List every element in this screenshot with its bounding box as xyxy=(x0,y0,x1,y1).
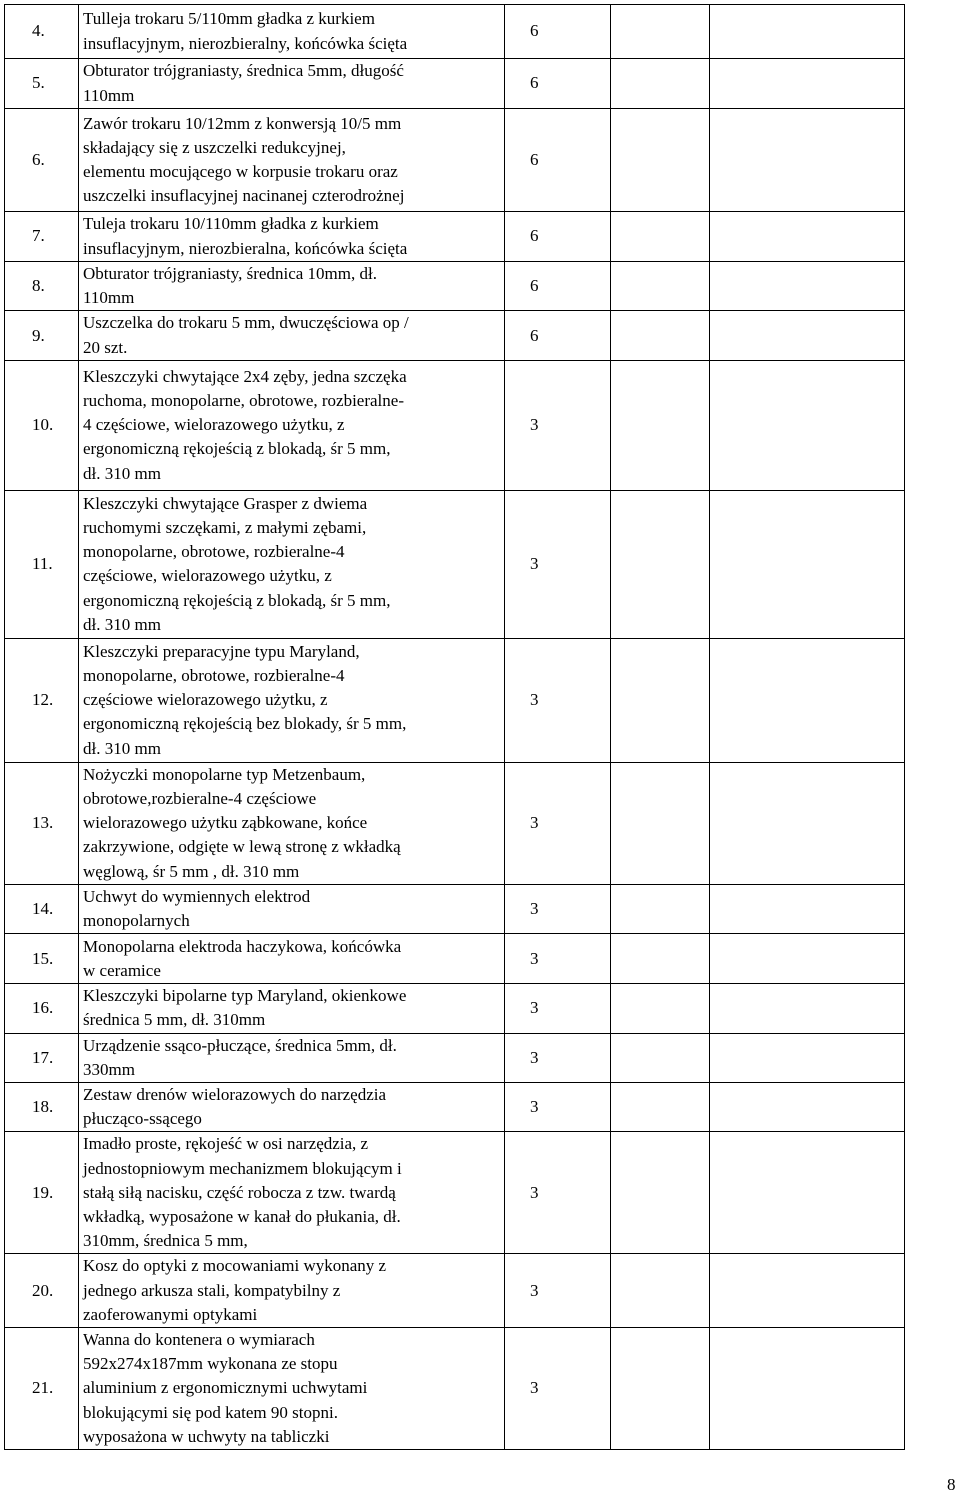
value-cell xyxy=(710,262,905,311)
table-row xyxy=(5,360,905,490)
table-row xyxy=(5,59,905,109)
item-number: 4. xyxy=(5,5,79,59)
item-description-line: średnica 5 mm, dł. 310mm xyxy=(83,1010,266,1030)
item-description-line: Obturator trójgraniasty, średnica 5mm, długość xyxy=(83,61,404,81)
unit-price-cell xyxy=(611,934,710,984)
table-row xyxy=(5,1328,905,1450)
item-description-line: zakrzywione, odgięte w lewą stronę z wkładką xyxy=(83,837,401,857)
item-description-line: Uchwyt do wymiennych elektrod xyxy=(83,886,311,906)
item-number: 13. xyxy=(5,762,79,884)
item-description-line: dł. 310 mm xyxy=(83,463,161,483)
item-quantity: 3 xyxy=(505,762,611,884)
item-quantity: 6 xyxy=(505,262,611,311)
unit-price-cell xyxy=(611,1132,710,1254)
item-description xyxy=(79,59,505,109)
table-row xyxy=(5,1083,905,1132)
item-quantity: 6 xyxy=(505,59,611,109)
unit-price-cell xyxy=(611,762,710,884)
item-description-line: aluminium z ergonomicznymi uchwytami xyxy=(83,1378,368,1398)
unit-price-cell xyxy=(611,109,710,212)
item-description xyxy=(79,360,505,490)
table-row xyxy=(5,311,905,360)
item-description-line: 330mm xyxy=(83,1059,135,1079)
item-quantity: 3 xyxy=(505,934,611,984)
item-description xyxy=(79,1328,505,1450)
item-description-line: ergonomiczną rękojeścią z blokadą, śr 5 mm, xyxy=(83,590,391,610)
item-number: 11. xyxy=(5,490,79,638)
item-number: 14. xyxy=(5,884,79,933)
item-quantity: 6 xyxy=(505,212,611,262)
item-description-line: Kleszczyki chwytające 2x4 zęby, jedna szczęka xyxy=(83,366,407,386)
item-description-line: Imadło proste, rękojeść w osi narzędzia, z xyxy=(83,1134,369,1154)
unit-price-cell xyxy=(611,360,710,490)
value-cell xyxy=(710,360,905,490)
unit-price-cell xyxy=(611,984,710,1033)
item-description xyxy=(79,311,505,360)
item-description-line: 110mm xyxy=(83,288,135,308)
table-row xyxy=(5,884,905,933)
table-row xyxy=(5,1033,905,1082)
item-number: 10. xyxy=(5,360,79,490)
item-number: 16. xyxy=(5,984,79,1033)
item-description-line: wyposażona w uchwyty na tabliczki xyxy=(83,1426,330,1446)
item-description-line: Kleszczyki bipolarne typ Maryland, okienkowe xyxy=(83,986,407,1006)
page-number: 8 xyxy=(947,1475,956,1494)
value-cell xyxy=(710,1033,905,1082)
value-cell xyxy=(710,1132,905,1254)
item-number: 5. xyxy=(5,59,79,109)
item-number: 6. xyxy=(5,109,79,212)
item-quantity: 6 xyxy=(505,311,611,360)
value-cell xyxy=(710,984,905,1033)
value-cell xyxy=(710,59,905,109)
table-row xyxy=(5,262,905,311)
unit-price-cell xyxy=(611,1083,710,1132)
item-description-line: Zestaw drenów wielorazowych do narzędzia xyxy=(83,1085,387,1105)
item-description-line: stałą siłą nacisku, część robocza z tzw. twardą xyxy=(83,1182,396,1202)
item-description-line: Kleszczyki chwytające Grasper z dwiema xyxy=(83,493,368,513)
item-description-line: w ceramice xyxy=(83,960,161,980)
item-description-line: Kosz do optyki z mocowaniami wykonany z xyxy=(83,1256,387,1276)
item-description-line: dł. 310 mm xyxy=(83,738,161,758)
value-cell xyxy=(710,5,905,59)
value-cell xyxy=(710,1328,905,1450)
item-description-line: jednostopniowym mechanizmem blokującym i xyxy=(83,1158,402,1178)
item-description-line: jednego arkusza stali, kompatybilny z xyxy=(83,1280,341,1300)
item-quantity: 3 xyxy=(505,1083,611,1132)
item-description-line: Obturator trójgraniasty, średnica 10mm, dł. xyxy=(83,264,377,283)
item-quantity: 6 xyxy=(505,109,611,212)
item-description-line: węglową, śr 5 mm , dł. 310 mm xyxy=(83,861,300,881)
unit-price-cell xyxy=(611,262,710,311)
items-table-body xyxy=(5,5,905,1450)
item-description-line: 4 częściowe, wielorazowego użytku, z xyxy=(83,415,345,435)
item-description xyxy=(79,1132,505,1254)
item-number: 21. xyxy=(5,1328,79,1450)
table-row xyxy=(5,109,905,212)
value-cell xyxy=(710,1254,905,1328)
table-row xyxy=(5,490,905,638)
table-row xyxy=(5,934,905,984)
item-description-line: Monopolarna elektroda haczykowa, końcówka xyxy=(83,936,402,956)
item-description-line: Tulleja trokaru 5/110mm gładka z kurkiem xyxy=(83,9,375,29)
item-description-line: ergonomiczną rękojeścią z blokadą, śr 5 mm, xyxy=(83,439,391,459)
item-description-line: Tuleja trokaru 10/110mm gładka z kurkiem xyxy=(83,214,379,234)
item-description-line: monopolarne, obrotowe, rozbieralne-4 xyxy=(83,542,345,562)
item-description-line: ergonomiczną rękojeścią bez blokady, śr 5 mm, xyxy=(83,714,407,734)
item-number: 18. xyxy=(5,1083,79,1132)
item-quantity: 3 xyxy=(505,1132,611,1254)
item-description-line: wkładką, wyposażone w kanał do płukania, dł. xyxy=(83,1207,401,1227)
item-description-line: monopolarne, obrotowe, rozbieralne-4 xyxy=(83,666,345,685)
item-description xyxy=(79,1254,505,1328)
table-row xyxy=(5,984,905,1033)
table-row xyxy=(5,5,905,59)
unit-price-cell xyxy=(611,884,710,933)
item-number: 9. xyxy=(5,311,79,360)
item-number: 7. xyxy=(5,212,79,262)
item-description xyxy=(79,762,505,884)
item-number: 12. xyxy=(5,638,79,762)
item-description-line: elementu mocującego w korpusie trokaru oraz xyxy=(83,162,398,181)
unit-price-cell xyxy=(611,1033,710,1082)
item-description-line: 310mm, średnica 5 mm, xyxy=(83,1231,248,1251)
item-number: 20. xyxy=(5,1254,79,1328)
unit-price-cell xyxy=(611,212,710,262)
item-description-line: wielorazowego użytku ząbkowane, końce xyxy=(83,813,368,833)
item-quantity: 6 xyxy=(505,5,611,59)
value-cell xyxy=(710,638,905,762)
item-description-line: insuflacyjnym, nierozbieralna, końcówka ścięta xyxy=(83,238,408,258)
item-description-line: obrotowe,rozbieralne-4 częściowe xyxy=(83,789,317,809)
item-description-line: ruchoma, monopolarne, obrotowe, rozbieralne- xyxy=(83,391,404,410)
unit-price-cell xyxy=(611,59,710,109)
item-quantity: 3 xyxy=(505,360,611,490)
item-quantity: 3 xyxy=(505,490,611,638)
item-description xyxy=(79,638,505,762)
item-description-line: częściowe, wielorazowego użytku, z xyxy=(83,566,332,586)
table-row xyxy=(5,1132,905,1254)
item-description-line: 110mm xyxy=(83,85,135,105)
unit-price-cell xyxy=(611,638,710,762)
item-quantity: 3 xyxy=(505,638,611,762)
value-cell xyxy=(710,884,905,933)
value-cell xyxy=(710,109,905,212)
item-quantity: 3 xyxy=(505,1328,611,1450)
item-description-line: 592x274x187mm wykonana ze stopu xyxy=(83,1354,338,1374)
item-description xyxy=(79,212,505,262)
item-number: 15. xyxy=(5,934,79,984)
item-description xyxy=(79,884,505,933)
value-cell xyxy=(710,311,905,360)
item-description-line: płucząco-ssącego xyxy=(83,1109,202,1129)
item-quantity: 3 xyxy=(505,884,611,933)
item-description-line: blokującymi się pod katem 90 stopni. xyxy=(83,1402,338,1422)
item-description-line: zaoferowanymi optykami xyxy=(83,1304,258,1324)
item-description xyxy=(79,490,505,638)
item-description xyxy=(79,984,505,1033)
item-description xyxy=(79,1083,505,1132)
item-description-line: częściowe wielorazowego użytku, z xyxy=(83,690,328,710)
item-number: 17. xyxy=(5,1033,79,1082)
item-description-line: Nożyczki monopolarne typ Metzenbaum, xyxy=(83,764,366,784)
item-description-line: insuflacyjnym, nierozbieralny, końcówka ścięta xyxy=(83,33,408,53)
item-description-line: Urządzenie ssąco-płuczące, średnica 5mm, dł. xyxy=(83,1035,397,1055)
item-description xyxy=(79,109,505,212)
unit-price-cell xyxy=(611,5,710,59)
item-quantity: 3 xyxy=(505,1033,611,1082)
item-description-line: ruchomymi szczękami, z małymi zębami, xyxy=(83,517,367,537)
item-quantity: 3 xyxy=(505,1254,611,1328)
table-row xyxy=(5,638,905,762)
unit-price-cell xyxy=(611,311,710,360)
item-description-line: Wanna do kontenera o wymiarach xyxy=(83,1330,315,1350)
table-row xyxy=(5,762,905,884)
unit-price-cell xyxy=(611,1254,710,1328)
item-description-line: 20 szt. xyxy=(83,337,128,357)
item-description-line: Uszczelka do trokaru 5 mm, dwuczęściowa op / xyxy=(83,313,409,333)
value-cell xyxy=(710,490,905,638)
value-cell xyxy=(710,212,905,262)
item-description-line: monopolarnych xyxy=(83,911,190,931)
item-description xyxy=(79,1033,505,1082)
item-number: 19. xyxy=(5,1132,79,1254)
item-description-line: składający się z uszczelki redukcyjnej, xyxy=(83,137,346,157)
value-cell xyxy=(710,934,905,984)
value-cell xyxy=(710,1083,905,1132)
item-description-line: Kleszczyki preparacyjne typu Maryland, xyxy=(83,641,360,661)
item-description xyxy=(79,262,505,311)
unit-price-cell xyxy=(611,1328,710,1450)
value-cell xyxy=(710,762,905,884)
unit-price-cell xyxy=(611,490,710,638)
item-number: 8. xyxy=(5,262,79,311)
table-row xyxy=(5,212,905,262)
item-description-line: Zawór trokaru 10/12mm z konwersją 10/5 mm xyxy=(83,113,402,133)
items-table xyxy=(4,4,905,1450)
item-description xyxy=(79,934,505,984)
item-quantity: 3 xyxy=(505,984,611,1033)
item-description-line: dł. 310 mm xyxy=(83,614,161,634)
item-description xyxy=(79,5,505,59)
item-description-line: uszczelki insuflacyjnej nacinanej czterodrożnej xyxy=(83,186,405,206)
table-row xyxy=(5,1254,905,1328)
